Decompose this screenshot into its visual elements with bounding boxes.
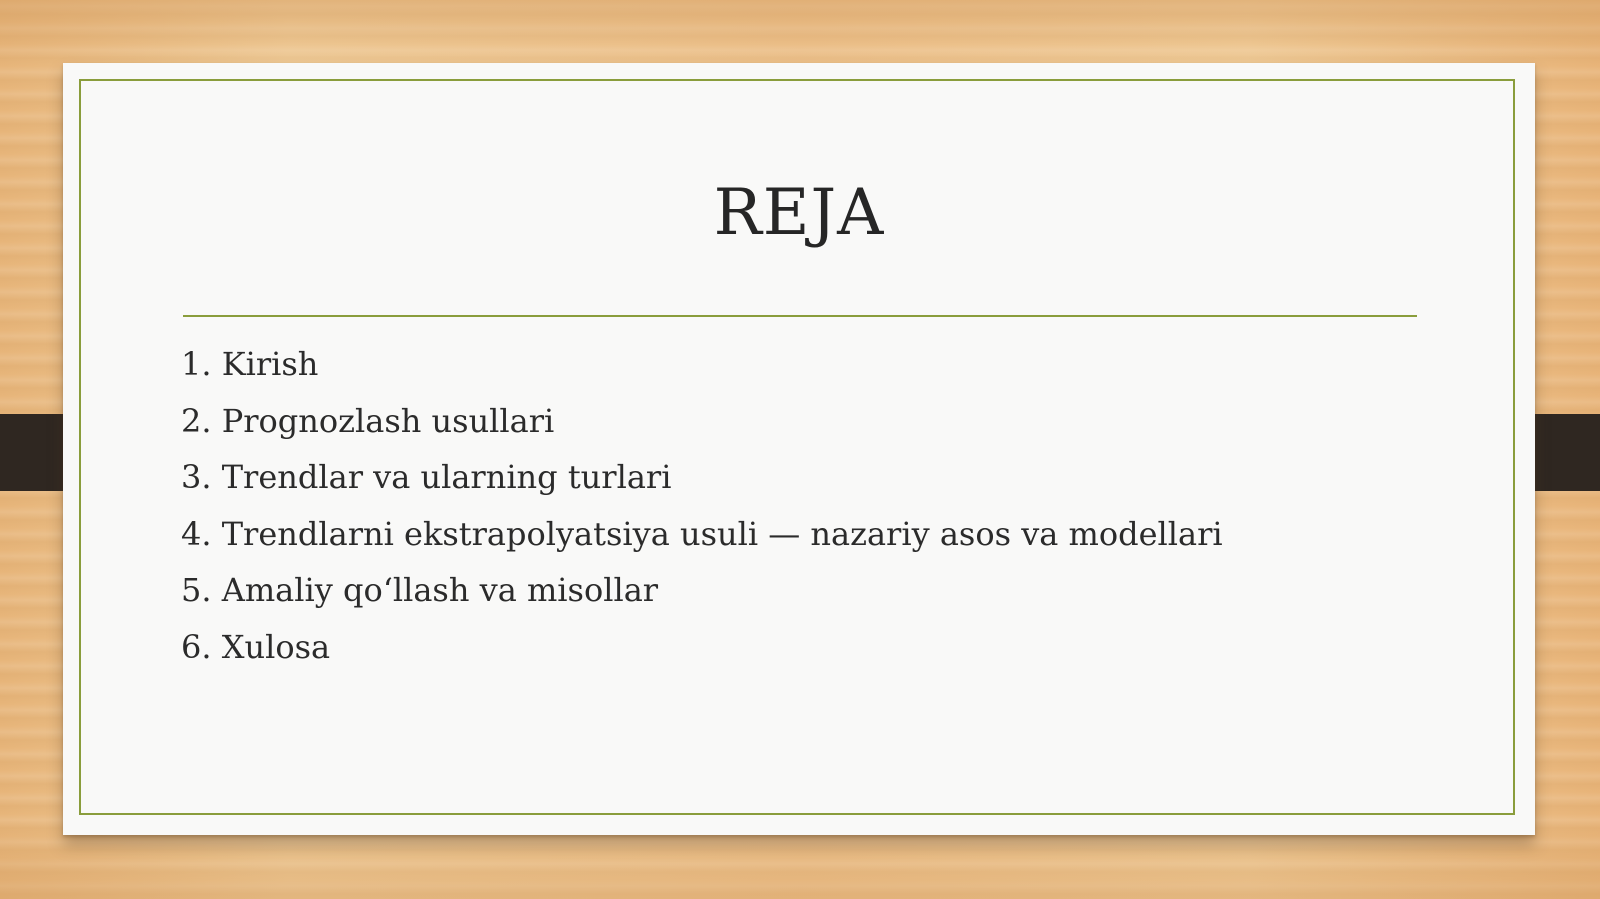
slide-card — [63, 63, 1535, 835]
wood-background-top — [0, 0, 1600, 60]
title-divider — [183, 315, 1417, 317]
agenda-item-4: 4. Trendlarni ekstrapolyatsiya usuli — nazariy asos va modellari — [181, 514, 1223, 553]
agenda-item-6: 6. Xulosa — [181, 627, 331, 666]
agenda-item-3: 3. Trendlar va ularning turlari — [181, 458, 672, 496]
agenda-item-1: 1. Kirish — [181, 345, 319, 383]
agenda-item-2: 2. Prognozlash usullari — [181, 401, 555, 440]
slide-title: REJA — [713, 176, 885, 250]
agenda-list — [181, 336, 1223, 675]
agenda-item-5: 5. Amaliy qo‘llash va misollar — [181, 571, 659, 609]
